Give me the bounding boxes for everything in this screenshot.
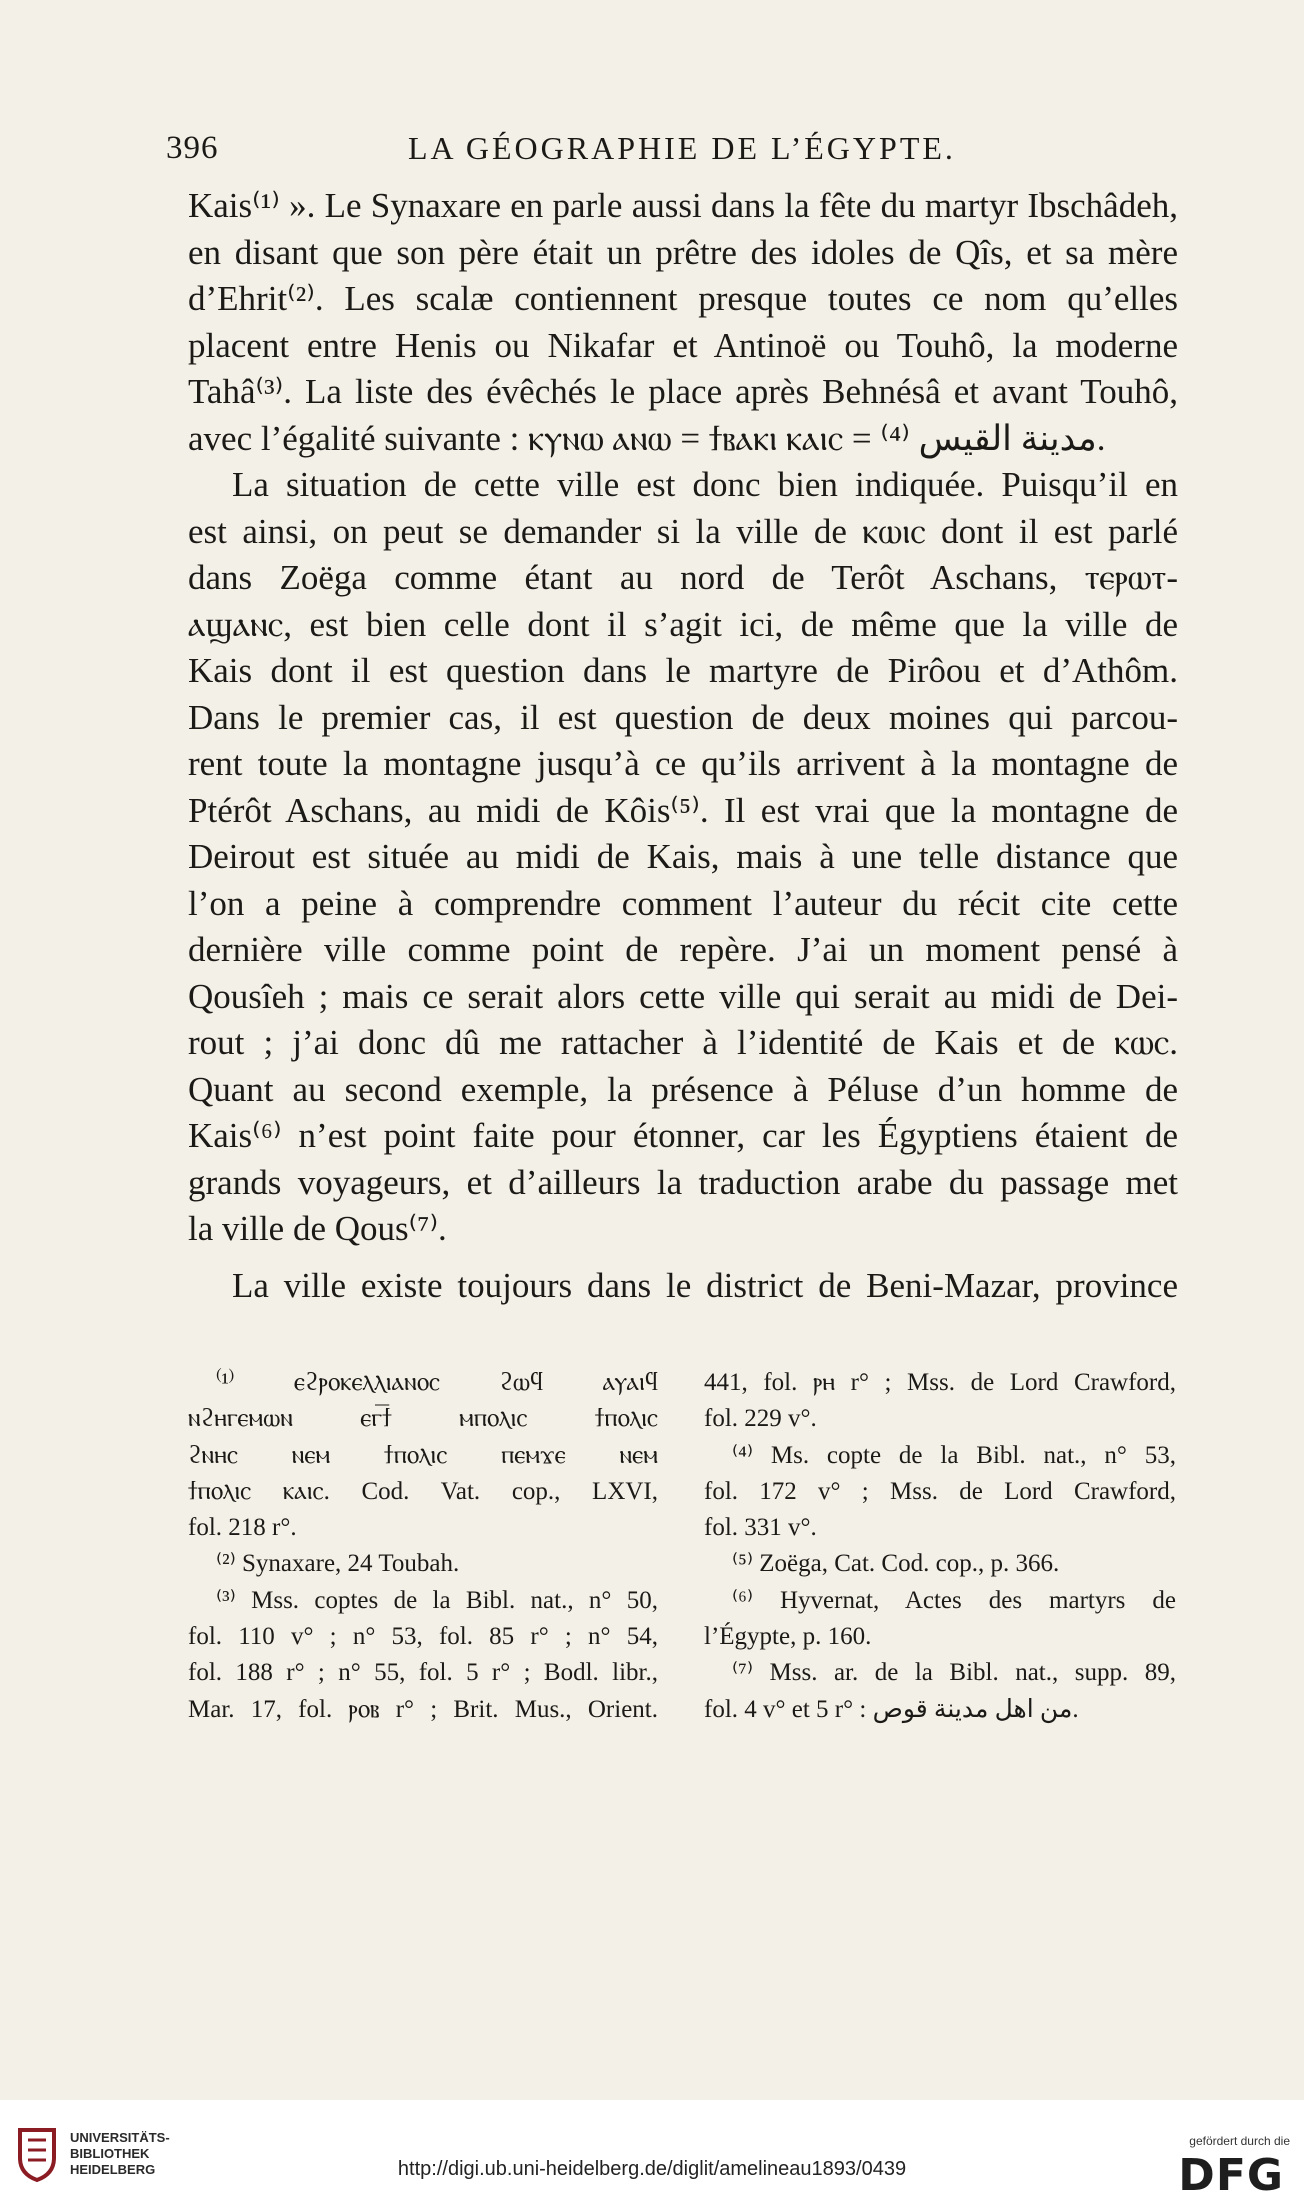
text-line: grands voyageurs, et d’ailleurs la traduction arabe du passage met <box>188 1162 1178 1202</box>
footnote-line: ⁽¹⁾ ⲉϩⲣⲟⲕⲉⲗⲗⲓⲁⲛⲟⲥ ϩⲱϥ ⲁⲩⲁⲓϥ <box>216 1369 658 1396</box>
running-head <box>0 130 1304 180</box>
text-line: ⲁϣⲁⲛⲥ, est bien celle dont il s’agit ici, de même que la ville de <box>188 604 1178 644</box>
text-line: en disant que son père était un prêtre des idoles de Qîs, et sa mère <box>188 232 1178 272</box>
text-line: La situation de cette ville est donc bien indiquée. Puisqu’il en <box>232 465 1178 504</box>
text-line: d’Ehrit⁽²⁾. Les scalæ contiennent presque toutes ce nom qu’elles <box>188 279 1178 318</box>
funding-note: gefördert durch die <box>1189 2134 1290 2148</box>
footnote-line: ϯⲡⲟⲗⲓⲥ ⲕⲁⲓⲥ. Cod. Vat. cop., LXVI, <box>188 1477 658 1505</box>
footnote-line: ⁽²⁾ Synaxare, 24 Toubah. <box>216 1550 460 1578</box>
text-line: Tahâ⁽³⁾. La liste des évêchés le place après Behnésâ et avant Touhô, <box>188 372 1178 411</box>
footnote-line: fol. 172 v° ; Mss. de Lord Crawford, <box>704 1477 1176 1505</box>
footnote-line: ϩⲛⲏⲥ ⲛⲉⲙ ϯⲡⲟⲗⲓⲥ ⲡⲉⲙϫⲉ ⲛⲉⲙ <box>188 1441 658 1469</box>
text-line: la ville de Qous⁽⁷⁾. <box>188 1209 447 1248</box>
text-line: rent toute la montagne jusqu’à ce qu’ils arrivent à la montagne de <box>188 744 1178 783</box>
dfg-logo: DFG <box>1178 2150 1284 2201</box>
footnote-line: l’Égypte, p. 160. <box>704 1623 872 1651</box>
footnote-line: ⲛϩⲏⲅⲉⲙⲱⲛ ⲉⲅ͞ϯ ⲙⲡⲟⲗⲓⲥ ϯⲡⲟⲗⲓⲥ <box>188 1405 658 1433</box>
page-number: 396 <box>166 130 219 166</box>
footnote-line: 441, fol. ⲣⲏ r° ; Mss. de Lord Crawford, <box>704 1369 1176 1396</box>
text-line: Deirout est située au midi de Kais, mais à une telle distance que <box>188 837 1178 876</box>
footnote-line: fol. 188 r° ; n° 55, fol. 5 r° ; Bodl. libr., <box>188 1659 658 1687</box>
text-line: Ptérôt Aschans, au midi de Kôis⁽⁵⁾. Il est vrai que la montagne de <box>188 790 1178 830</box>
running-title: LA GÉOGRAPHIE DE L’ÉGYPTE. <box>408 130 956 166</box>
text-line: avec l’égalité suivante : ⲕⲩⲛⲱ ⲁⲛⲱ = ϯⲃⲁⲕⲓ ⲕⲁⲓⲥ = مدينة القيس ⁽⁴⁾. <box>188 418 1106 458</box>
text-line: Qousîeh ; mais ce serait alors cette ville qui serait au midi de Dei- <box>188 976 1178 1016</box>
text-line: Dans le premier cas, il est question de deux moines qui parcou- <box>188 697 1178 737</box>
footnote-line: fol. 110 v° ; n° 53, fol. 85 r° ; n° 54, <box>188 1623 658 1651</box>
text-line: La ville existe toujours dans le district de Beni-Mazar, province <box>232 1265 1178 1305</box>
permalink-url[interactable]: http://digi.ub.uni-heidelberg.de/diglit/amelineau1893/0439 <box>397 2158 907 2180</box>
text-line: Kais⁽¹⁾ ». Le Synaxare en parle aussi dans la fête du martyr Ibschâdeh, <box>188 186 1178 225</box>
text-line: Kais dont il est question dans le martyre de Pirôou et d’Athôm. <box>188 651 1178 690</box>
footnotes-left-column <box>188 1365 658 1728</box>
viewer-footer <box>0 2100 1304 2209</box>
footnotes-right-column <box>704 1365 1176 1728</box>
text-line: l’on a peine à comprendre comment l’auteur du récit cite cette <box>188 883 1178 923</box>
text-line: dernière ville comme point de repère. J’ai un moment pensé à <box>188 930 1178 969</box>
text-line: rout ; j’ai donc dû me rattacher à l’identité de Kais et de ⲕⲱⲥ. <box>188 1023 1178 1062</box>
footnote-line: Mar. 17, fol. ⲣⲟⲃ r° ; Brit. Mus., Orient. <box>188 1695 658 1723</box>
text-line: Quant au second exemple, la présence à Péluse d’un homme de <box>188 1069 1178 1109</box>
footnote-line: fol. 4 v° et 5 r° : من اهل مدينة قوص. <box>704 1695 1079 1723</box>
text-line: placent entre Henis ou Nikafar et Antinoë ou Touhô, la moderne <box>188 325 1178 365</box>
text-line: est ainsi, on peut se demander si la ville de ⲕⲱⲓⲥ dont il est parlé <box>188 511 1178 551</box>
footnote-line: ⁽⁶⁾ Hyvernat, Actes des martyrs de <box>732 1586 1176 1614</box>
text-line: dans Zoëga comme étant au nord de Terôt Aschans, ⲧⲉⲣⲱⲧ- <box>188 558 1178 597</box>
text-line: Kais⁽⁶⁾ n’est point faite pour étonner, car les Égyptiens étaient de <box>188 1116 1178 1155</box>
footnote-line: fol. 229 v°. <box>704 1405 817 1433</box>
library-name: UNIVERSITÄTS-BIBLIOTHEK HEIDELBERG <box>70 2130 170 2177</box>
footnote-line: ⁽⁵⁾ Zoëga, Cat. Cod. cop., p. 366. <box>732 1550 1060 1578</box>
footnote-line: fol. 331 v°. <box>704 1514 817 1542</box>
footnote-line: ⁽⁴⁾ Ms. copte de la Bibl. nat., n° 53, <box>732 1441 1176 1469</box>
footnote-line: ⁽⁷⁾ Mss. ar. de la Bibl. nat., supp. 89, <box>732 1659 1176 1687</box>
footnote-line: fol. 218 r°. <box>188 1514 297 1542</box>
main-text <box>188 183 1178 1309</box>
footnote-line: ⁽³⁾ Mss. coptes de la Bibl. nat., n° 50, <box>216 1586 658 1614</box>
